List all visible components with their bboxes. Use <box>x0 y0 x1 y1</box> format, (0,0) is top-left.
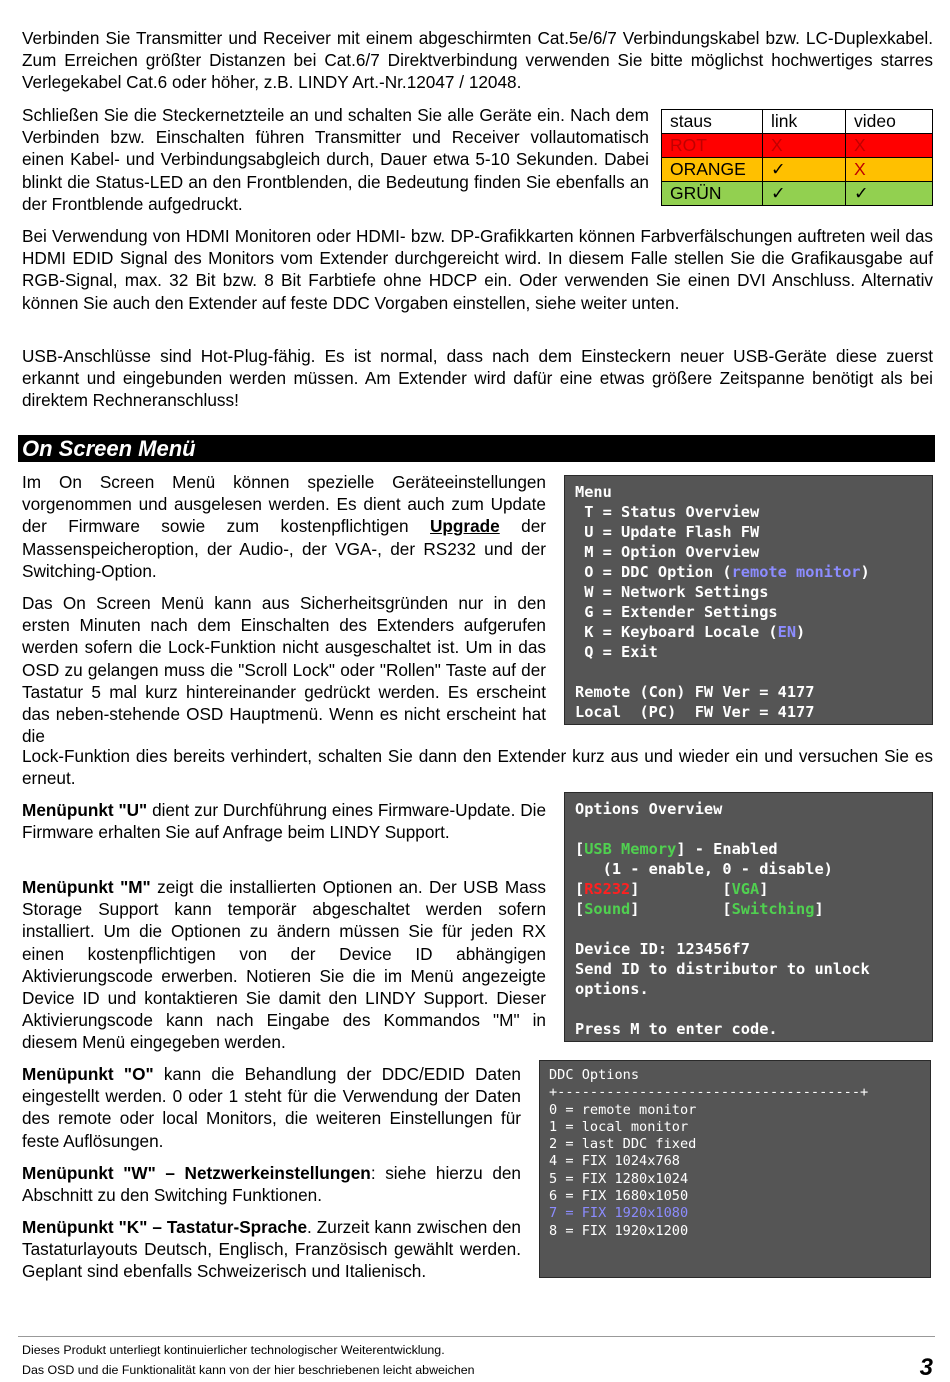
osd-intro-text: Im On Screen Menü können spezielle Geräteeinstellungen vorgenommen und ausgelesen werden. Es dient auch zum Update der Firmware sowie zum kostenpflichtigen <box>22 472 546 537</box>
osd-ddc-item[interactable]: 6 = FIX 1680x1050 <box>549 1188 689 1205</box>
status-row-red <box>662 134 933 158</box>
osd-options-row: [RS232] [VGA] <box>575 880 769 898</box>
osd-ddc-title: DDC Options <box>549 1067 640 1083</box>
header-video: video <box>846 110 933 134</box>
osd-ddc-item[interactable]: 5 = FIX 1280x1024 <box>549 1170 689 1187</box>
osd-device-id: Device ID: 123456f7 <box>575 940 750 958</box>
osd-ddc-item-selected[interactable]: 7 = FIX 1920x1080 <box>549 1205 689 1222</box>
osd-send-id-cont: options. <box>575 980 649 998</box>
osd-menu-item[interactable]: Q = Exit <box>584 643 658 661</box>
osd-ddc-options <box>539 1060 931 1278</box>
paragraph-osd-access: Das On Screen Menü kann aus Sicherheitsgründen nur in den ersten Minuten nach dem Einschalten des Extenders aufgerufen werden sofern die Lock-Funktion nicht ausgeschaltet ist. Um in das OSD zu gelangen muss die "Scroll Lock" oder "Rollen" Taste auf der Tastatur 5 mal kurz hintereinander gedrückt werden. Es erscheint das neben-stehende OSD Hauptmenü. Wenn es nicht erscheint hat die <box>22 593 546 747</box>
status-row-green <box>662 182 933 206</box>
paragraph-hdmi: Bei Verwendung von HDMI Monitoren oder HDMI- bzw. DP-Grafikkarten können Farbverfälschungen auftreten weil das HDMI EDID Signal des Monitors vom Extender durchgereicht wird. In diesem Falle stellen Sie die Grafikausgabe auf RGB-Signal, max. 32 Bit bzw. 8 Bit Farbtiefe ohne HDCP ein. Oder verwenden Sie einen DVI Anschluss. Alternativ können Sie auch den Extender auf feste DDC Vorgaben einstellen, siehe weiter unten. <box>22 226 933 313</box>
header-link: link <box>763 110 846 134</box>
paragraph-usb: USB-Anschlüsse sind Hot-Plug-fähig. Es ist normal, dass nach dem Einsteckern neuer USB-Geräte diese zuerst erkannt und eingebunden werden müssen. Am Extender wird dafür eine etwas größere Zeitspanne benötigt als bei direktem Rechneranschluss! <box>22 346 933 411</box>
osd-menu-item[interactable]: G = Extender Settings <box>584 603 778 621</box>
upgrade-link[interactable]: Upgrade <box>430 516 500 537</box>
osd-ddc-item[interactable]: 1 = local monitor <box>549 1118 689 1135</box>
osd-ddc-item[interactable]: 0 = remote monitor <box>549 1101 697 1118</box>
paragraph-menu-o: Menüpunkt "O" kann die Behandlung der DDC/EDID Daten eingestellt werden. 0 oder 1 steht für die Verwendung der Daten des remote oder local Monitors, die weiteren Einstellungen für feste Auflösungen. <box>22 1064 521 1151</box>
section-title: On Screen Menü <box>18 435 935 462</box>
osd-enable-hint: (1 - enable, 0 - disable) <box>575 860 833 878</box>
paragraph-menu-k: Menüpunkt "K" – Tastatur-Sprache. Zurzeit kann zwischen den Tastaturlayouts Deutsch, Englisch, Französisch gewählt werden. Geplant sind ebenfalls Schweizerisch und Italienisch. <box>22 1217 521 1282</box>
osd-intro-text-end: der Massenspeicheroption, der Audio-, der VGA-, der RS232 und der Switching-Option. <box>22 516 546 581</box>
video-cell: ✓ <box>846 182 933 206</box>
osd-ddc-item[interactable]: 2 = last DDC fixed <box>549 1136 697 1153</box>
osd-ddc-separator: +-------------------------------------+ <box>549 1084 869 1101</box>
status-led-table <box>661 109 933 206</box>
osd-press-m: Press M to enter code. <box>575 1020 778 1038</box>
paragraph-cable: Verbinden Sie Transmitter und Receiver mit einem abgeschirmten Cat.5e/6/7 Verbindungskabel bzw. LC-Duplexkabel. Zum Erreichen größter Distanzen bei Cat.6/7 Direktverbindung verwenden Sie bitte möglichst hochwertiges starres Verlegekabel Cat.6 oder höher, z.B. LINDY Art.-Nr.12047 / 12048. <box>22 28 933 93</box>
page-number: 3 <box>919 1354 933 1381</box>
video-cell: X <box>846 158 933 182</box>
paragraph-menu-m: Menüpunkt "M" zeigt die installierten Optionen an. Der USB Mass Storage Support kann temporär abgeschaltet werden sofern installiert. Um die Optionen zu ändern müssen Sie für jeden RX einen kostenpflichtigen von der Device ID abhängigen Aktivierungscode erwerben. Notieren Sie die im Menü angezeigte Device ID und kontaktieren Sie damit den LINDY Support. Dieser Aktivierungscode kann nach Eingabe des Kommandos "M" in diesem Menü eingegeben werden. <box>22 877 546 1053</box>
link-cell: X <box>763 134 846 158</box>
osd-menu-item[interactable]: W = Network Settings <box>584 583 769 601</box>
header-status: staus <box>662 110 763 134</box>
osd-menu-item-ddc[interactable]: O = DDC Option (remote monitor) <box>584 563 870 581</box>
osd-menu-title: Menu <box>575 483 612 501</box>
osd-local-version: Local (PC) FW Ver = 4177 <box>575 703 815 721</box>
osd-options-overview <box>564 792 933 1042</box>
paragraph-menu-w: Menüpunkt "W" – Netzwerkeinstellungen: siehe hierzu den Abschnitt zu den Switching Funktionen. <box>22 1163 521 1206</box>
osd-menu-item[interactable]: T = Status Overview <box>584 503 760 521</box>
status-cell: GRÜN <box>662 182 763 206</box>
status-cell: ORANGE <box>662 158 763 182</box>
osd-menu-item[interactable]: M = Option Overview <box>584 543 760 561</box>
paragraph-osd-intro <box>22 471 546 582</box>
video-cell: X <box>846 134 933 158</box>
osd-menu-item[interactable]: U = Update Flash FW <box>584 523 760 541</box>
osd-ddc-item[interactable]: 4 = FIX 1024x768 <box>549 1153 680 1170</box>
osd-options-row: [Sound] [Switching] <box>575 900 824 918</box>
link-cell: ✓ <box>763 182 846 206</box>
paragraph-osd-access-cont: Lock-Funktion dies bereits verhindert, schalten Sie dann den Extender kurz aus und wieder ein und versuchen Sie es erneut. <box>22 746 933 789</box>
osd-usb-memory: [USB Memory] - Enabled <box>575 840 778 858</box>
osd-options-title: Options Overview <box>575 800 723 818</box>
footer-divider <box>18 1336 935 1337</box>
osd-main-menu <box>564 475 933 725</box>
status-table-header <box>662 110 933 134</box>
paragraph-menu-u: Menüpunkt "U" dient zur Durchführung eines Firmware-Update. Die Firmware erhalten Sie auf Anfrage beim LINDY Support. <box>22 800 546 843</box>
link-cell: ✓ <box>763 158 846 182</box>
status-cell: ROT <box>662 134 763 158</box>
osd-send-id: Send ID to distributor to unlock <box>575 960 870 978</box>
footer-line-1: Dieses Produkt unterliegt kontinuierlicher technologischer Weiterentwicklung. <box>22 1343 445 1357</box>
osd-menu-item-keyboard[interactable]: K = Keyboard Locale (EN) <box>584 623 806 641</box>
paragraph-power-on: Schließen Sie die Steckernetzteile an und schalten Sie alle Geräte ein. Nach dem Verbinden bzw. Einschalten führen Transmitter und Receiver vollautomatisch einen Kabel- und Verbindungsabgleich durch, Dauer etwa 5-10 Sekunden. Dabei blinkt die Status-LED an den Frontblenden, die Bedeutung finden Sie ebenfalls an der Frontblende aufgedruckt. <box>22 105 649 214</box>
osd-ddc-item[interactable]: 8 = FIX 1920x1200 <box>549 1222 689 1239</box>
footer-line-2: Das OSD und die Funktionalität kann von der hier beschriebenen leicht abweichen <box>22 1363 475 1377</box>
status-row-orange <box>662 158 933 182</box>
osd-remote-version: Remote (Con) FW Ver = 4177 <box>575 683 815 701</box>
